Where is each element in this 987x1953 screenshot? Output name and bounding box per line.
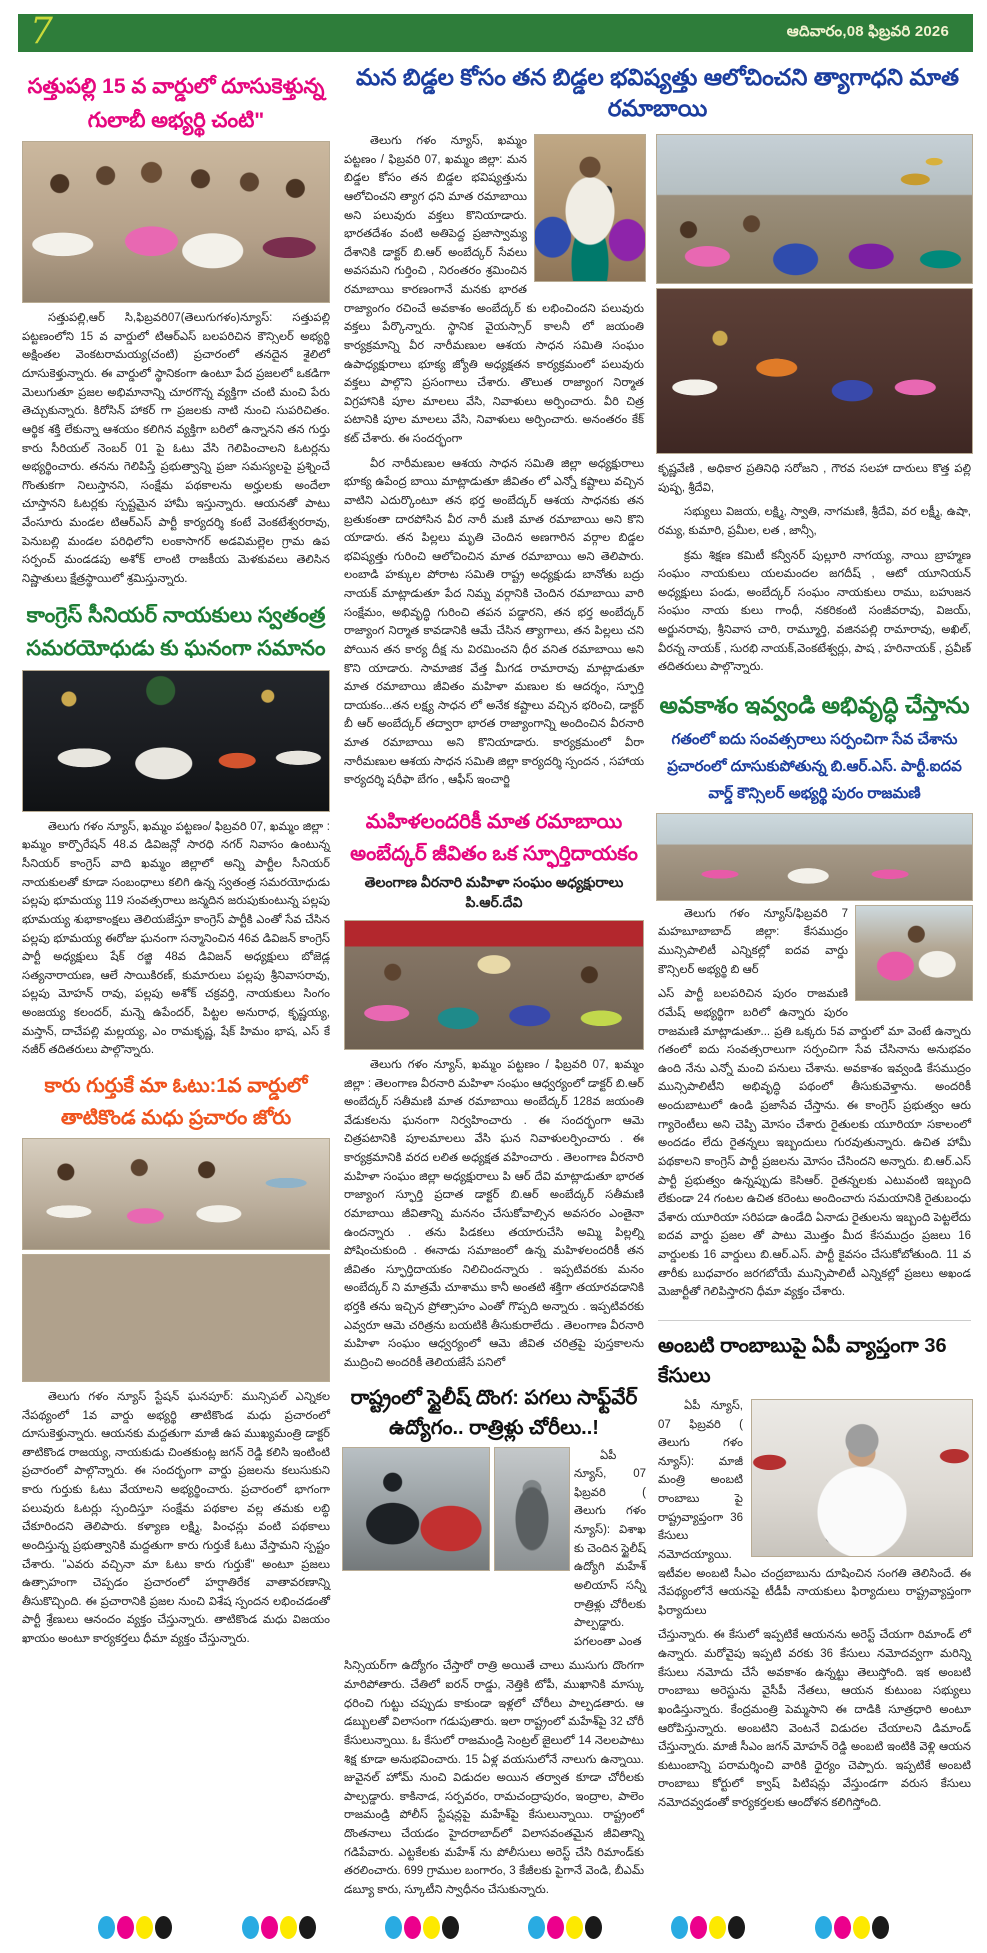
black-dot bbox=[155, 1916, 172, 1939]
article-headline: కారు గుర్తుకే మా ఓటు:1వ వార్డులో తాటికొండ మధు ప్రచారం జోరు bbox=[44, 1074, 308, 1129]
magenta-dot bbox=[404, 1916, 421, 1939]
column-right bbox=[656, 132, 973, 1906]
article-body: కృష్ణవేణి , అధికార ప్రతినిధి సరోజని , గౌరవ సలహా దారులు కొత్త పల్లి పుష్ప, శ్రీదేవి, bbox=[658, 463, 971, 494]
article-body: తెలుగు గళం న్యూస్ స్టేషన్ ఘనపూర్: మున్సిపల్ ఎన్నికల నేపథ్యంలో 1వ వార్డు అభ్యర్థి తాటికొండ మధు ప్రచారంలో దూసుకెళ్తున్నారు. ఆయనకు మద్దతుగా మాజీ ఉప ముఖ్యమంత్రి డాక్టర్ తాటికొండ రాజయ్య, నాయకుడు చింతకుంట్ల జగన్ రెడ్డి కలిసి ఇంటింటి ప్రచారంలో పాల్గొన్నారు. ఈ సందర్భంగా వార్డు ప్రజలను కలుసుకుని కారు గుర్తుకు ఓటు వేయాలని అభ్యర్థించారు. ప్రచారంలో భాగంగా పలువురు ఓటర్లు స్పందిస్తూ సంక్షేమ పథకాల వల్ల తమకు లబ్ధి చేకూరిందని తెలిపారు. కళ్యాణ లక్ష్మి, పింఛన్లు వంటి పథకాలు అందిస్తున్న ప్రభుత్వానికి మద్దతుగా కారు గుర్తుకే ఓటు వేస్తామని స్పష్టం చేశారు. "ఎవరు వచ్చినా మా ఓటు కారు గుర్తుకే" అంటూ ప్రజలు ఉత్సాహంగా చెప్పడం ప్రచారంలో హర్షాతిరేక వాతావరణాన్ని తీసుకొచ్చింది. ఈ ప్రచారానికి ప్రజల నుంచి విశేష స్పందన లభించడంతో పార్టీ శ్రేణులు ఆనందం వ్యక్తం చేస్తున్నారు. తాటికొండ మధు విజయం ఖాయం అంటూ కార్యకర్తలు ధీమా వ్యక్తం చేస్తున్నారు. bbox=[22, 1390, 330, 1645]
article-headline: కాంగ్రెస్ సీనియర్ నాయకులు స్వతంత్ర సమరయోధుడు కు ఘనంగా సమానం bbox=[26, 603, 326, 661]
yellow-dot bbox=[280, 1916, 297, 1939]
photo-door-to-door-campaign-1 bbox=[22, 1138, 330, 1250]
registration-marks bbox=[0, 1906, 987, 1953]
photo-campaign-crowd bbox=[22, 141, 330, 303]
article-intro: ఏపీ న్యూస్, 07 ఫిబ్రవరి ( తెలుగు గళం న్యూస్): మాజీ మంత్రి అంబటి రాంబాబు పై రాష్ట్రవ్యాప్తంగా 36 కేసులు నమోదయ్యాయి. ఇటీవల అంబటి సీఎం చంద్రబాబును దూషించిన సంగతి తెలిసిందే. ఈ నేపథ్యంలోనే ఆయనపై టీడీపీ నాయకులు ఫిర్యాదులు రాష్ట్రవ్యాప్తంగా ఫిర్యాదులు bbox=[658, 1399, 971, 1617]
article-stylish-thief bbox=[342, 1383, 646, 1900]
photo-statue-tribute-crowd bbox=[656, 134, 973, 284]
article-headline: మహిళలందరికీ మాత రమాబాయి అంబేద్కర్ జీవితం ఒక స్ఫూర్తిదాయకం bbox=[350, 810, 638, 865]
photo-press-conference bbox=[751, 1399, 973, 1557]
edition-date: ఆదివారం,08 ఫిబ్రవరి 2026 bbox=[786, 22, 949, 40]
article-body: తెలుగు గళం న్యూస్, ఖమ్మం పట్టణం / ఫిబ్రవరి 07, ఖమ్మం జిల్లా: మన బిడ్డల కోసం తన బిడ్డల భవిష్యత్తును ఆలోచించని త్యాగ ధని మాత రమాబాయి అని పలువురు వక్తలు కొనియాడారు. భారతదేశం వంటి అతిపెద్ద ప్రజాస్వామ్య దేశానికి డాక్టర్ బి.ఆర్ అంబేద్కర్ సేవలు అవసమని గుర్తించి , నిరంతరం శ్రమించిన రమాబాయి కారణంగానే మనకు భారత రాజ్యాంగం రచించే అవకాశం అంబేద్కర్ కు లభించిందని పలువురు వక్తలు పేర్కొన్నారు. స్థానిక వైయస్సార్ కాలనీ లో జయంతి కార్యక్రమాన్ని వీర నారీమణుల ఆశయ సాధన సమితి సంఘం ఉపాధ్యక్షురాలు భూక్య జ్యోతి అధ్యక్షతన కార్యక్రమంలో పలువురు వక్తలు పాల్గొని ప్రసంగాలు చేశారు. తొలుత రాజ్యాంగ నిర్మాత విగ్రహానికి పూల మాలలు వేసి, నివాళులు అర్పించారు. వీరి చిత్ర పటానికి పూల మాలలు వేసి, నివాళులు అర్పించారు. అనంతరం కేక్ కట్ చేశారు. ఈ సందర్భంగా bbox=[344, 135, 644, 446]
article-congress-senior bbox=[20, 599, 332, 1060]
article-body: తెలుగు గళం న్యూస్, ఖమ్మం పట్టణం/ ఫిబ్రవరి 07, ఖమ్మం జిల్లా : ఖమ్మం కార్పొరేషన్ 48.వ డివిజన్లో సారధి నగర్ నివాసం ఉంటున్న సీనియర్ కాంగ్రెస్ వాది ఖమ్మం జిల్లాలో అన్ని పార్టీల సీనియర్ నాయకులతో కూడా సంబంధాలు కలిగి ఉన్న స్వతంత్ర సమరయోధుడు పల్లపు భూమయ్య 119 సంవత్సరాలు జన్మదిన జరుపుకుంటున్న పల్లపు భూమయ్య శుభాకాంక్షలు తెలియజేస్తూ కాంగ్రెస్ పార్టీకి ఎంతో సేవ చేసిన పల్లపు భూమయ్య ఈరోజు ఘనంగా సన్మానించిన 46వ డివిజన్ కాంగ్రెస్ పార్టీ అధ్యక్షులు షేక్ రజ్జి 48వ డివిజన్ అధ్యక్షులు బోజెడ్ల సత్యనారాయణ, ఆలే సాయికిరణ్, కుమారులు పల్లపు శ్రీనివాసరావు, పల్లపు మోహన్ రావు, పల్లపు అశోక్ చక్రవర్తి, నాయకులు సింగం అంజయ్య కలందర్, మన్నె ఉపేందర్, పిట్టల అనురాధ, కృష్ణయ్య, మస్తాన్, దాచేపల్లి మల్లయ్య, ఎం రామకృష్ణ, షేక్ హిమం భాష, ఎస్ కే నజీర్ తదితరులు పాల్గొన్నారు. bbox=[22, 820, 330, 1057]
black-dot bbox=[442, 1916, 459, 1939]
black-dot bbox=[728, 1916, 745, 1939]
article-body: తెలుగు గళం న్యూస్, ఖమ్మం పట్టణం / ఫిబ్రవరి 07, ఖమ్మం జిల్లా : తెలంగాణ వీరనారి మహిళా సంఘం ఆధ్వర్యంలో డాక్టర్ బి.ఆర్ అంబేద్కర్ సతీమణి మాత రమాబాయి అంబేద్కర్ 128వ జయంతి వేడుకలను ఘనంగా నిర్వహించారు . ఈ సందర్భంగా ఆమె చిత్రపటానికి పూలమాలలు వేసి ఘన నివాళులర్పించారు . ఈ కార్యక్రమానికి వరద లలిత అధ్యక్షత వహించారు . తెలంగాణ వీరనారి మహిళా సంఘం జిల్లా అధ్యక్షురాలు పి ఆర్ దేవి మాట్లాడుతూ భారత రాజ్యాంగ స్ఫూర్తి ప్రదాత డాక్టర్ బి.ఆర్ అంబేద్కర్ సతీమణి రమాబాయి జీవితాన్ని మననం చేసుకోవాల్సిన అవసరం ఎంతైనా ఉందన్నారు . తను పిడకలు తయారుచేసి అమ్మి పిల్లల్ని పోషించుకుంది . ఈనాడు సమాజంలో ఉన్న మహిళలందరికీ తన జీవితం స్ఫూర్తిదాయకం నిలిచిందన్నారు . ఇప్పటివరకు మనం అంబేద్కర్ ని మాత్రమే చూశాము కానీ అంతటి శక్తిగా తయారవడానికి భర్తకి తను ఇచ్చిన ప్రోత్సాహం ఎంతో గొప్పది అన్నారు . ఇప్పటివరకు ఎవ్వరూ ఆమె చరిత్రను బయటికి తీసుకురాలేదు . తెలంగాణ వీరనారి మహిళా సంఘం ఆధ్వర్యంలో ఆమె జీవిత చరిత్రపై పుస్తకాలను ముద్రించి అందరికీ తెలియజేసే పనిలో bbox=[344, 1058, 644, 1369]
magenta-dot bbox=[117, 1916, 134, 1939]
column-left bbox=[20, 60, 332, 1906]
page-content bbox=[0, 52, 987, 1906]
cyan-dot bbox=[815, 1916, 832, 1939]
article-body: ఎస్ పార్టీ బలపరిచిన పురం రాజమణి రమేష్ అభ్యర్థిగా బరిలో ఉన్నారు పురం రాజమణి మాట్లాడుతూ... ప్రతి ఒక్కరు 5వ వార్డులో మా వెంటే ఉన్నారు గతంలో ఐదు సంవత్సరాలుగా సర్పంచిగా సేవ చేసినాను అనుభవం ఉంది నేను ఎన్నో మంచి పనులు చేశాను. అవకాశం ఇవ్వండి కేసముద్రం మున్సిపాలిటీని అభివృద్ధి పథంలో తీసుకువెళ్తాను. అందరికీ అందుబాటులో ఉండి ప్రజాసేవ చేస్తాను. ఈ కాంగ్రెస్ ప్రభుత్వం ఆరు గ్యారెంటీలు అని చెప్పి మోసం చేశారు రైతులకు యూరియా సకాలంలో అందడం లేదు రైతన్నలు ఇబ్బందులు గురవుతున్నారు. ఉచిత హామీ పథకాలని కాంగ్రెస్ పార్టీ ప్రజలను మోసం చేసిందని అన్నారు. బి.ఆర్.ఎస్ పార్టీ ప్రభుత్వం ఉన్నప్పుడు కెసిఆర్. రైతన్నలకు ఎటువంటి ఇబ్బంది లేకుండా 24 గంటల ఉచిత కరెంటు అందించారు సమయానికి రైతుబంధు వేశారు యూరియా సరిపడా ఉండేది ఏనాడు రైతులను ఇబ్బంది పెట్టలేదు ఐదవ వార్డు ప్రజల తో పాటు మొత్తం మీద కేసముద్రం ప్రజలు 16 వార్డులకు 16 వార్డులు బి.ఆర్.ఎస్. పార్టీ కైవసం చేసుకోబోతుంది. 11 వ తారీకు బుధవారం జరగబోయే మున్సిపాలిటీ ఎన్నికల్లో ప్రజలు అఖండ మెజార్టీతో గెలిపిస్తారని ధీమా వ్యక్తం చేశారు. bbox=[658, 988, 971, 1299]
article-ambati bbox=[656, 1320, 973, 1819]
article-body: క్రమ శిక్షణ కమిటీ కన్వీనర్ పుల్లూరి నాగయ్య, నాయి బ్రాహ్మణ సంఘం నాయకులు యలమందల జగదీష్ , ఆటో యూనియన్ అధ్యక్షులు పండు, అంబేద్కర్ సంఘం నాయకులు రాము, బహుజన సంఘం నాయ కులు గాంధీ, నకరికంటి సంజీవరావు, విజయ్, అర్జునరావు, శ్రీనివాస చారి, రామ్మూర్తి, వజినపల్లి రామారావు, అఖిల్, వీరన్న నాయక్ , సురభి నాయక్,వెంకటేశ్వర్లు, పాష , హరినాయక్ , ప్రవీణ్ తదితరులు పాల్గొన్నారు. bbox=[658, 549, 971, 674]
photo-women-association-event bbox=[344, 920, 644, 1050]
article-body: వీర నారీమణుల ఆశయ సాధన సమితి జిల్లా అధ్యక్షురాలు భూక్య ఉపేంద్ర బాయి మాట్లాడుతూ జీవితం లో ఎన్నో కష్టాలు వచ్చిన వాటిని ఎదుర్కొంటూ తన భర్త అంబేద్కర్ ఆశయ సాధనకు తన బ్రతుకంతా దారపోసిన వీర నారీ మణి మాత రమాబాయి అని కొని యాడారు. తన పిల్లలు మృతి చెందిన అణగారిన వర్గాల బిడ్డల భవిష్యత్తు గురించి ఆలోచించిన మాత రమాబాయి అని తెలిపారు. లంబాడి హక్కుల పోరాట సమితి రాష్ట్ర అధ్యక్షుడు బానోతు బద్రు నాయక్ మాట్లాడుతూ పేద నిమ్న వర్గానికి చెందిన రమాబాయి వారి సంక్షేమం, అభివృద్ధి గురించి తపన పడ్డారని, తన భర్త అంబేద్కర్ రాజ్యాంగ నిర్మాత కావడానికి ఆమే చేసిన త్యాగాలు, తన పిల్లలు చని పోయిన తన కార్య దీక్ష ను విరమించని ధీర వనిత రమాబాయి అని కొని యాడారు. సామాజిక వేత్త మీగడ రామారావు మాట్లాడుతూ మాత రమాబాయి జీవితం మహిళా మణుల కు ఆదర్శం, స్ఫూర్తి దాయకం...తన లక్ష్య సాధన లో అనేక కష్టాలు వచ్చిన భరించి, డాక్టర్ బీ ఆర్ అంబేద్కర్ తద్వారా భారత రాజ్యాంగాన్ని అందించిన వీరనారి మాత రమాబాయి అని కొనియాడారు. కార్యక్రమంలో వీరా నారీమణుల ఆశయ సాధన సమితి జిల్లా కార్యదర్శి స్పందన , సహాయ కార్యదర్శి షరీఫా బేగం , ఆఫీస్ ఇంచార్జి bbox=[344, 457, 644, 787]
magenta-dot bbox=[690, 1916, 707, 1939]
photo-felicitation-night bbox=[22, 670, 330, 812]
photo-speaker-at-event bbox=[534, 134, 646, 282]
black-dot bbox=[585, 1916, 602, 1939]
yellow-dot bbox=[709, 1916, 726, 1939]
photo-man-with-red-car bbox=[342, 1447, 490, 1571]
magenta-dot bbox=[547, 1916, 564, 1939]
thief-photo-row bbox=[342, 1447, 646, 1652]
column-center bbox=[342, 132, 646, 1906]
article-car-symbol bbox=[20, 1070, 332, 1649]
article-intro: ఏపీ న్యూస్, 07 ఫిబ్రవరి ( తెలుగు గళం న్యూస్): విశాఖ కు చెందిన స్టైలీష్ ఉద్యోగి మహేశ్ అలియాస్ సన్నీ రాత్రిళ్లు చోరీలకు పాల్పడ్డారు. పగలంతా ఎంత bbox=[574, 1449, 646, 1648]
main-region bbox=[342, 60, 973, 1906]
cmyk-mark-group bbox=[384, 1916, 460, 1939]
article-intro: తెలుగు గళం న్యూస్/ఫిబ్రవరి 7 మహబూబాబాద్ జిల్లా: కేసముద్రం మున్సిపాలిటీ ఎన్నికల్లో ఐదవ వార్డు కౌన్సిలర్ అభ్యర్థి బి ఆర్ bbox=[658, 907, 848, 976]
article-rajamani bbox=[656, 687, 973, 1308]
article-ramabai-main-left bbox=[342, 132, 646, 796]
article-subhead: తెలంగాణ వీరనారి మహిళా సంఘం అధ్యక్షురాలు పి.ఆర్.దేవి bbox=[364, 873, 624, 910]
magenta-dot bbox=[261, 1916, 278, 1939]
cyan-dot bbox=[528, 1916, 545, 1939]
subhead-line-2: ప్రచారంలో దూసుకుపోతున్న బి.ఆర్.ఎస్. పార్టీ.ఐదవ వార్డ్ కౌన్సిలర్ అభ్యర్థి పురం రాజమణి bbox=[667, 757, 962, 802]
photo-rally-procession bbox=[656, 813, 973, 901]
article-ramabai-main-right bbox=[656, 134, 973, 677]
article-body: చేస్తున్నారు. ఈ కేసులో ఇప్పటికే ఆయనను అరెస్ట్ చేయగా రిమాండ్ లో ఉన్నారు. మరోవైపు ఇప్పటి వరకు 36 కేసులు నమోదవ్వగా మరిన్ని కేసులు నమోదు చేసే అవకాశం ఉన్నట్టు తెలుస్తోంది. ఇక అంబటి రాంబాబు అరెస్టును వైసీపీ నేతలు, ఆయన కుటుంబ సభ్యులు ఖండిస్తున్నారు. కేంద్రమంత్రి పెమ్మసాని ఈ దాడికి సూత్రధారి అంటూ ఆరోపిస్తున్నారు. అంబటిని వెంటనే విడుదల చేయాలని డిమాండ్ చేస్తున్నారు. మాజీ సీఎం జగన్ మోహన్ రెడ్డి అంబటి ఇంటికి వెళ్లి ఆయన కుటుంబాన్ని పరామర్శించి వారికి ధైర్యం చెప్పారు. ఇప్పటికే అంబటి రాంబాబు కోర్టులో క్వాష్ పిటిషన్లు వేస్తుండగా వరుస కేసులు నమోదవ్వడంతో కార్యకర్తలకు ఆందోళన కలిగిస్తోంది. bbox=[658, 1629, 971, 1810]
lead-headline: మన బిడ్డల కోసం తన బిడ్డల భవిష్యత్తు ఆలోచించని త్యాగాధని మాత రమాబాయి bbox=[355, 64, 960, 122]
article-body: సభ్యులు విజయ, లక్ష్మి, స్వాతి, నాగమణి, శ్రీదేవి, వర లక్ష్మీ, ఉషా, రమ్య, కుమారి, ప్రమీల, లత , జాన్సీ, bbox=[658, 506, 971, 537]
yellow-dot bbox=[136, 1916, 153, 1939]
yellow-dot bbox=[853, 1916, 870, 1939]
page-number: 7 bbox=[30, 11, 53, 52]
cmyk-mark-group bbox=[241, 1916, 317, 1939]
article-headline: సత్తుపల్లి 15 వ వార్డులో దూసుకెళ్తున్న గులాబీ అభ్యర్థి చంటి" bbox=[27, 75, 325, 132]
article-headline: అవకాశం ఇవ్వండి అభివృద్ధి చేస్తాను bbox=[659, 691, 970, 718]
photo-door-to-door-campaign-2 bbox=[22, 1254, 330, 1382]
black-dot bbox=[872, 1916, 889, 1939]
yellow-dot bbox=[566, 1916, 583, 1939]
black-dot bbox=[299, 1916, 316, 1939]
magenta-dot bbox=[834, 1916, 851, 1939]
page-header bbox=[18, 11, 973, 52]
photo-cctv-scooter bbox=[494, 1447, 570, 1571]
cyan-dot bbox=[671, 1916, 688, 1939]
cyan-dot bbox=[98, 1916, 115, 1939]
subhead-line-1: గతంలో ఐదు సంవత్సరాలు సర్పంచిగా సేవ చేశాను bbox=[671, 730, 958, 748]
cyan-dot bbox=[242, 1916, 259, 1939]
article-body: సత్తుపల్లి,ఆర్ సి,ఫిబ్రవరి07(తెలుగుగళం)న్యూస్: సత్తుపల్లి పట్టణంలోని 15 వ వార్డులో టిఆర్ఎస్ బలపరిచిన కౌన్సిలర్ అభ్యర్థి అక్షింతల వెంకటరామయ్య(చంటి) ప్రచారంలో తనదైన శైలిలో దూసుకెళ్తున్నారు. ఈ వార్డులో స్థానికంగా ఉంటూ పేద ప్రజలలో ఒకడిగా మెలుగుతూ ప్రజల అభిమానాన్ని చూరగొన్న వ్యక్తిగా చంటి మంచి పేరు తెచ్చుకున్నారు. కిరోసిన్ హాకర్ గా ప్రజలకు నాటి నుంచి సుపరిచితం. ఆర్థిక శక్తి లేకున్నా ఆశయం కలిగిన వ్యక్తిగా బరిలో ఉన్నానని తన గుర్తు కారు సీరియల్ నెంబర్ 01 పై ఓటు వేసి గెలిపించాలని ఓటర్లను అభ్యర్థించారు. తనను గెలిపిస్తే ప్రభుత్వాన్ని ప్రజా సమస్యలపై ప్రశ్నించే గొంతుకగా నిలుస్తానని, సంక్షేమ పథకాలను అర్హులకు అందేలా చూస్తానని ఓటర్లకు స్పష్టమైన హామీ ఇస్తున్నారు. ఆయనతో పాటు వేంసూరు మండల టిఆర్ఎస్ పార్టీ కార్యదర్శి కంటే వెంకటేశ్వరరావు, పెనుబల్లి మండల పరిధిలోని లంకాసాగర్ అడవిమల్లెల గ్రామ ఉప సర్పంచ్ మండడపు అశోక్ లాంటి రాజకీయ మెళకువలు తెలిసిన నిష్ణాతులు క్షేత్రస్థాయిలో శ్రమిస్తున్నారు. bbox=[22, 312, 330, 585]
article-subhead bbox=[656, 726, 973, 807]
photo-rally-procession-right bbox=[855, 905, 973, 1001]
photo-garlanded-portrait-stage bbox=[656, 288, 973, 454]
cyan-dot bbox=[385, 1916, 402, 1939]
cmyk-mark-group bbox=[814, 1916, 890, 1939]
article-satthupalli bbox=[20, 70, 332, 589]
article-headline: రాష్ట్రంలో స్టైలీష్ దొంగ: పగలు సాఫ్ట్‌వేర్ ఉద్యోగం.. రాత్రిళ్లు చోరీలు..! bbox=[350, 1386, 638, 1439]
article-body: సిన్సియర్‌గా ఉద్యోగం చేస్తారో రాత్రి అయితే చాలు ముసుగు దొంగగా మారిపోతారు. చేతిలో ఐరన్ రాడ్డు, నెత్తికి టోపీ, ముఖానికి మాస్కు ధరించి గుట్టు చప్పుడు కాకుండా ఇళ్లలో చోరీలు పాల్పడతారు. ఆ డబ్బులతో విలాసంగా గడుపుతారు. ఇలా రాష్ట్రంలో మహేశ్‌పై 32 చోరీ కేసులున్నాయి. ఓ కేసులో రాజమండ్రి సెంట్రల్ జైలులో 14 నెలలపాటు శిక్ష కూడా అనుభవించారు. 15 ఏళ్ల వయసులోనే నాలుగు ఉన్నాయి. జువైనల్ హోమ్ నుంచి విడుదల అయిన తర్వాత కూడా చోరీలకు పాల్పడ్డారు. కాకినాడ, సర్పవరం, రామచంద్రాపురం, ఇంద్రాల, పాలెం రాజమండ్రి పోలీస్ స్టేషన్లపై మహేశ్‌పై కేసులున్నాయి. రాష్ట్రంలో దొంతనాలు చేయడం హైదరాబాద్‌లో విలాసవంతమైన జీవితాన్ని గడిపేవారు. ఎట్టకేలకు మహేశ్ ను పోలీసులు అరెస్ట్ చేసి రిమాండ్‌కు తరలించారు. 699 గ్రాముల బంగారం, 3 కేజీలకు పైగానే వెండి, బీఎమ్ డబ్యూ కారు, స్కూటీని స్వాధీనం చేసుకున్నారు. bbox=[344, 1660, 644, 1896]
article-headline: అంబటి రాంబాబుపై ఏపీ వ్యాప్తంగా 36 కేసులు bbox=[658, 1320, 971, 1391]
yellow-dot bbox=[423, 1916, 440, 1939]
cmyk-mark-group bbox=[97, 1916, 173, 1939]
cmyk-mark-group bbox=[527, 1916, 603, 1939]
cmyk-mark-group bbox=[670, 1916, 746, 1939]
article-ramabai-women bbox=[342, 806, 646, 1373]
